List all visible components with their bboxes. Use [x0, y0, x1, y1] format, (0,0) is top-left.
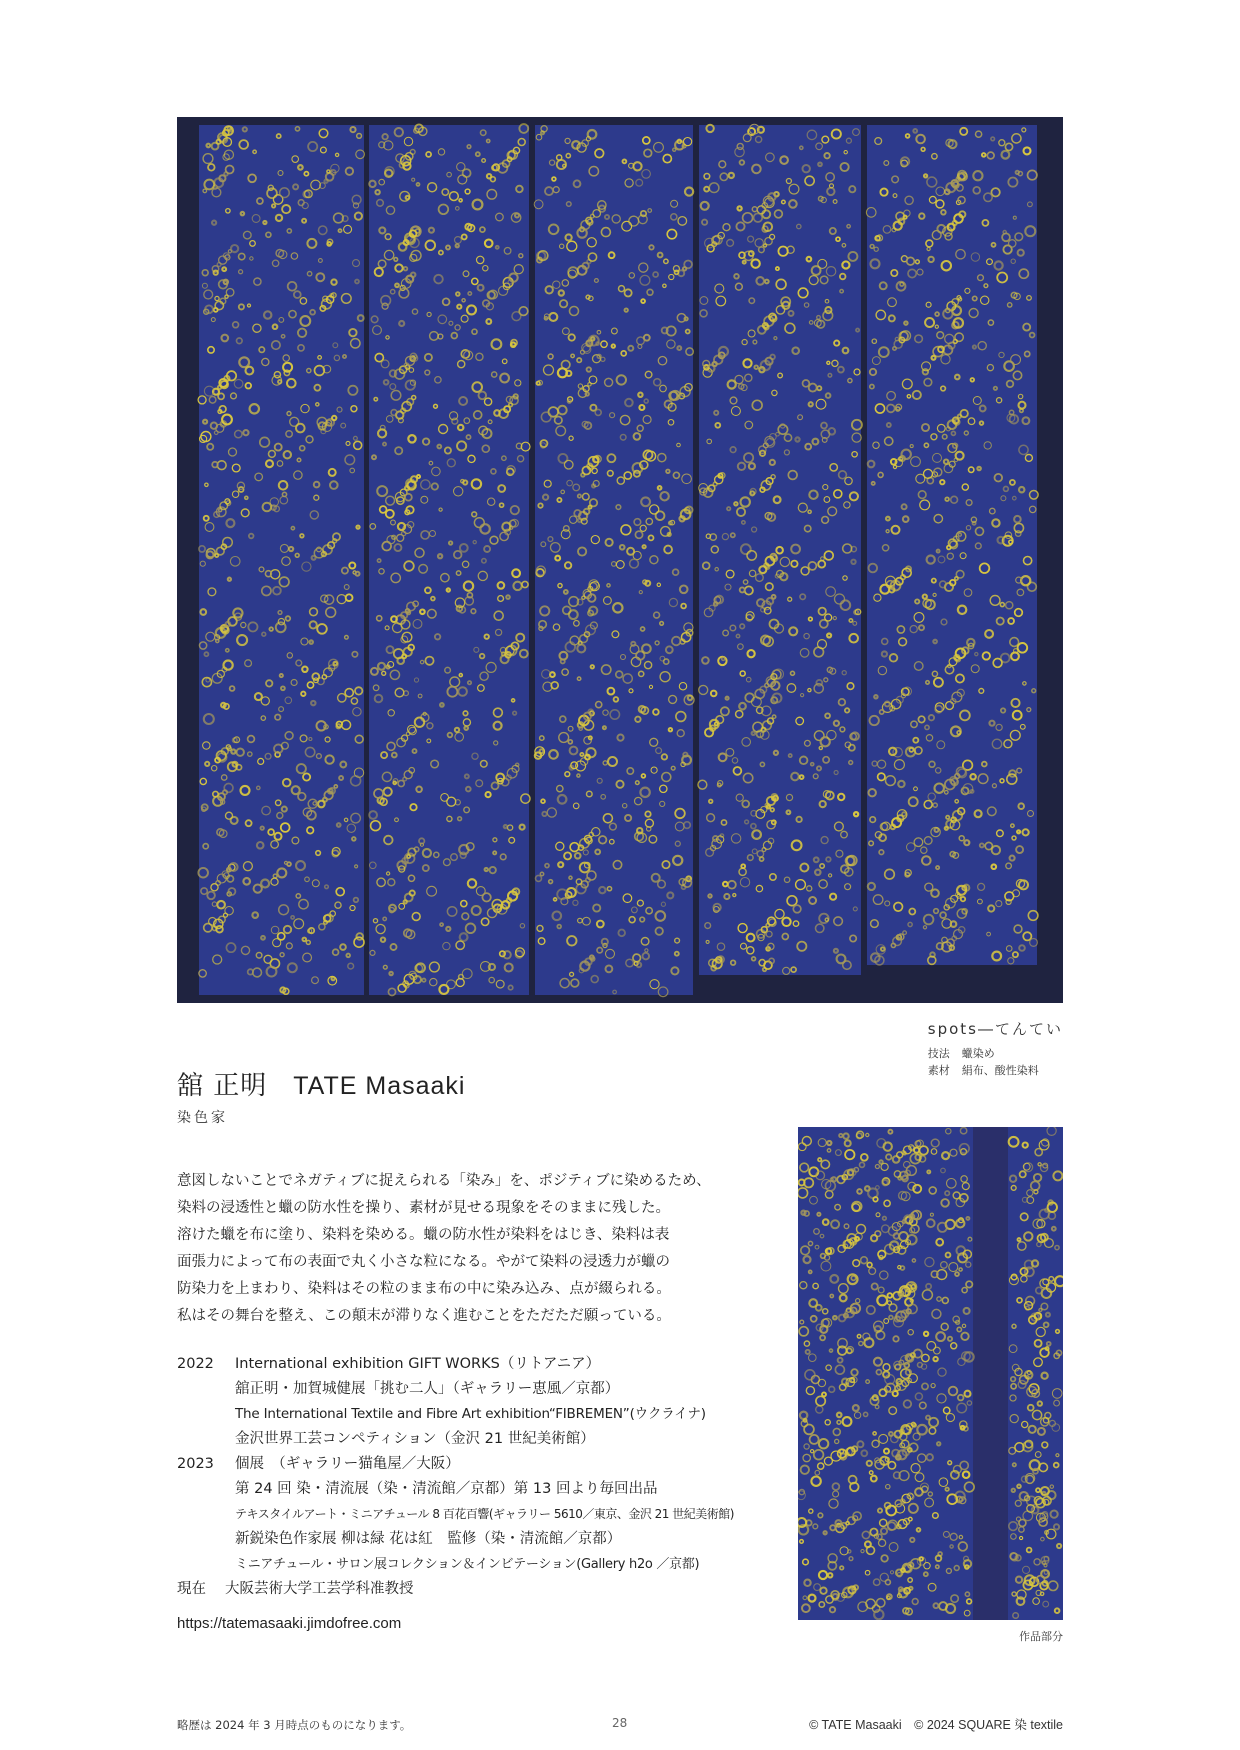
artist-website-link[interactable]: https://tatemasaaki.jimdofree.com [177, 1615, 402, 1632]
artwork-image [177, 117, 1063, 1003]
artwork-detail-image [798, 1127, 1063, 1620]
cv-item: 舘正明・加賀城健展「挑む二人」（ギャラリー恵風／京都） [235, 1381, 620, 1397]
artwork-main-svg [177, 117, 1063, 1003]
artist-cv [177, 1352, 757, 1602]
cv-year: 2023 [177, 1456, 214, 1472]
artist-role: 染色家 [177, 1110, 228, 1126]
technique-value: 蠟染め [961, 1047, 995, 1060]
cv-item: ミニアチュール・サロン展コレクション＆インビテーション(Gallery h2o ／京都) [235, 1557, 700, 1572]
cv-item: 第 24 回 染・清流展（染・清流館／京都）第 13 回より毎回出品 [235, 1481, 658, 1497]
artist-statement [177, 1168, 757, 1330]
footer-copyright: © TATE Masaaki © 2024 SQUARE 染 textile [809, 1718, 1063, 1732]
page-number: 28 [612, 1716, 628, 1730]
material-label: 素材 [927, 1064, 950, 1077]
artwork-detail-svg [798, 1127, 1063, 1620]
artwork-caption [928, 1018, 1063, 1079]
cv-year: 2022 [177, 1356, 214, 1372]
detail-caption: 作品部分 [1019, 1630, 1063, 1643]
statement-line: 意図しないことでネガティブに捉えられる「染み」を、ポジティブに染めるため、 [177, 1173, 711, 1189]
statement-line: 溶けた蠟を布に塗り、染料を染める。蠟の防水性が染料をはじき、染料は表 [177, 1227, 670, 1243]
technique-label: 技法 [927, 1047, 950, 1060]
cv-now-label: 現在 [177, 1581, 206, 1597]
cv-item: テキスタイルアート・ミニアチュール 8 百花百響(ギャラリー 5610／東京、金沢 21 世紀美術館) [235, 1507, 734, 1521]
cv-item: 新鋭染色作家展 柳は緑 花は紅 監修（染・清流館／京都） [235, 1531, 622, 1547]
cv-now: 大阪芸術大学工芸学科准教授 [225, 1581, 414, 1597]
artist-name [177, 1065, 465, 1102]
artist-name-ja: 舘 正明 [177, 1071, 268, 1101]
cv-item: International exhibition GIFT WORKS（リトアニア） [235, 1356, 601, 1372]
cv-item: The International Textile and Fibre Art exhibition“FIBREMEN”(ウクライナ) [235, 1406, 706, 1422]
statement-line: 面張力によって布の表面で丸く小さな粒になる。やがて染料の浸透力が蠟の [177, 1254, 670, 1270]
material-value: 絹布、酸性染料 [961, 1064, 1039, 1077]
cv-row [177, 1452, 757, 1477]
fabric-strip [699, 125, 861, 975]
cv-row [177, 1577, 757, 1602]
cv-item: 個展 （ギャラリー猫亀屋／大阪） [235, 1456, 460, 1472]
fabric-strip [1008, 1127, 1063, 1620]
artwork-material [928, 1062, 1063, 1079]
artist-name-en: TATE Masaaki [293, 1072, 466, 1100]
statement-line: 防染力を上まわり、染料はその粒のまま布の中に染み込み、点が綴られる。 [177, 1281, 671, 1297]
footer-note: 略歴は 2024 年 3 月時点のものになります。 [177, 1718, 412, 1732]
artwork-technique [928, 1045, 1063, 1062]
cv-row [177, 1352, 757, 1377]
cv-item: 金沢世界工芸コンペティション（金沢 21 世紀美術館） [235, 1431, 595, 1447]
artwork-title: spots―てんてい [927, 1020, 1063, 1038]
statement-line: 染料の浸透性と蠟の防水性を操り、素材が見せる現象をそのままに残した。 [177, 1200, 670, 1216]
statement-line: 私はその舞台を整え、この顛末が滞りなく進むことをただただ願っている。 [177, 1308, 671, 1324]
